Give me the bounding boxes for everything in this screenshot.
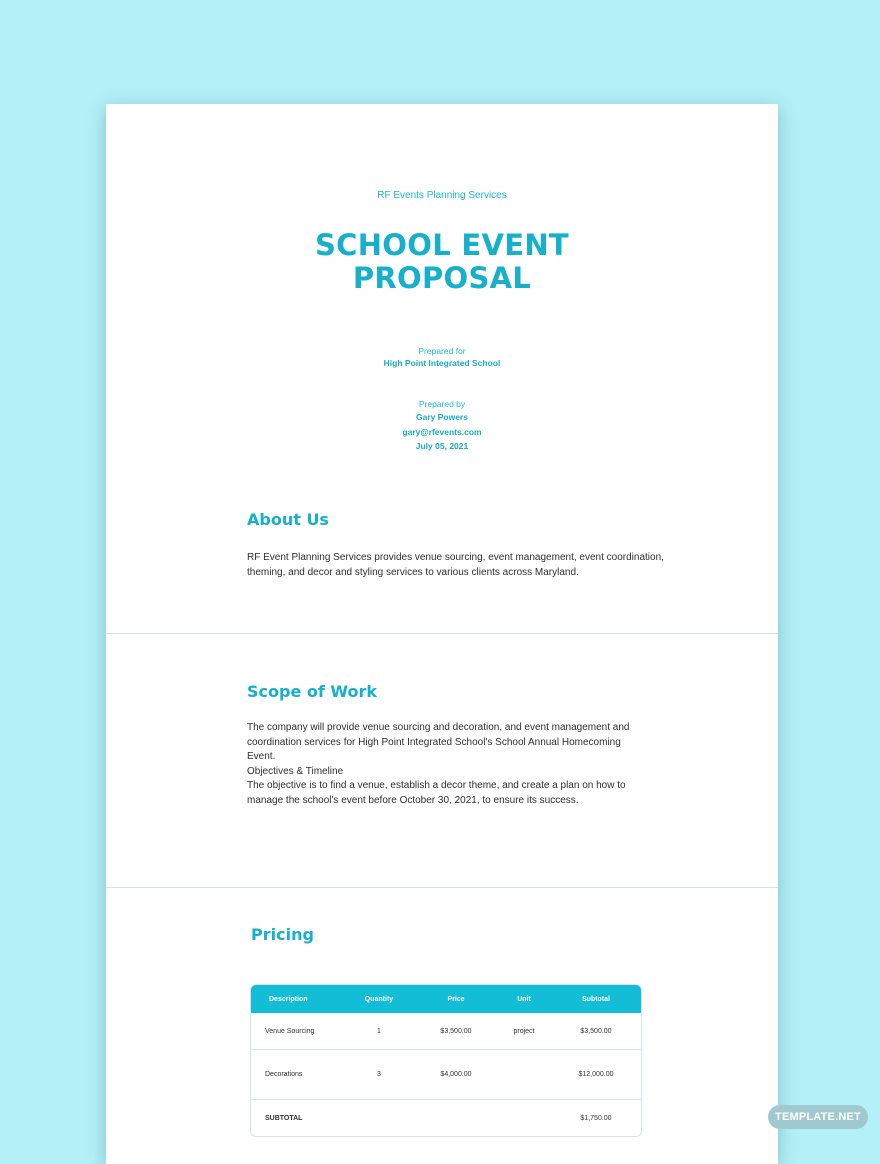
scope-line-1: The company will provide venue sourcing and decoration, and event management and (247, 722, 630, 733)
about-line-1: RF Event Planning Services provides venue sourcing, event management, event coordination, (247, 552, 664, 563)
subtotal-row (251, 1099, 641, 1136)
pricing-heading: Pricing (251, 925, 314, 944)
cell-description: Venue Sourcing (265, 1027, 315, 1035)
about-heading: About Us (247, 510, 329, 529)
scope-line-2: coordination services for High Point Integrated School's School Annual Homecoming (247, 736, 621, 748)
scope-line-6: manage the school's event before October 30, 2021, to ensure its success. (247, 794, 579, 806)
scope-line-5: The objective is to find a venue, establish a decor theme, and create a plan on how to (247, 780, 626, 791)
cell-price: $3,500.00 (440, 1027, 472, 1035)
document-title (106, 229, 778, 295)
cell-unit: project (513, 1027, 535, 1035)
cell-subtotal: $12,000.00 (578, 1071, 614, 1078)
table-row (251, 1049, 641, 1099)
cell-quantity: 1 (377, 1027, 381, 1035)
preparer-name: Gary Powers (416, 412, 468, 422)
subtotal-label: SUBTOTAL (265, 1114, 303, 1122)
column-header: Price (447, 995, 465, 1003)
scope-text (247, 721, 647, 808)
prepared-by-label: Prepared by (418, 399, 466, 409)
cell-description: Decorations (265, 1071, 303, 1078)
column-header: Description (269, 995, 308, 1003)
column-header: Unit (517, 995, 531, 1003)
cell-price: $4,000.00 (440, 1071, 472, 1078)
cell-quantity: 3 (377, 1071, 381, 1078)
prepared-for-label: Prepared for (418, 346, 466, 356)
about-text (247, 551, 667, 580)
document-page (106, 104, 778, 1164)
cell-subtotal: $3,500.00 (580, 1027, 612, 1035)
about-line-2: theming, and decor and styling services to various clients across Maryland. (247, 566, 579, 578)
table-row (251, 1013, 641, 1049)
prepared-for-value: High Point Integrated School (383, 358, 501, 368)
table-header (251, 985, 641, 1013)
preparer-email: gary@rfevents.com (402, 427, 482, 437)
section-divider (106, 887, 778, 888)
title-line-2: PROPOSAL (352, 261, 532, 295)
column-header: Quantity (364, 995, 394, 1003)
scope-heading: Scope of Work (247, 682, 377, 701)
pricing-table (250, 984, 642, 1137)
subtotal-value: $1,750.00 (580, 1114, 612, 1122)
proposal-date: July 05, 2021 (415, 441, 469, 451)
company-name: RF Events Planning Services (377, 190, 507, 201)
scope-line-3: Event. (247, 751, 276, 762)
section-divider (106, 633, 778, 634)
column-header: Subtotal (582, 995, 610, 1003)
template-watermark[interactable]: TEMPLATE.NET (768, 1105, 868, 1129)
title-line-1: SCHOOL EVENT (314, 228, 570, 262)
scope-line-4: Objectives & Timeline (247, 765, 344, 777)
